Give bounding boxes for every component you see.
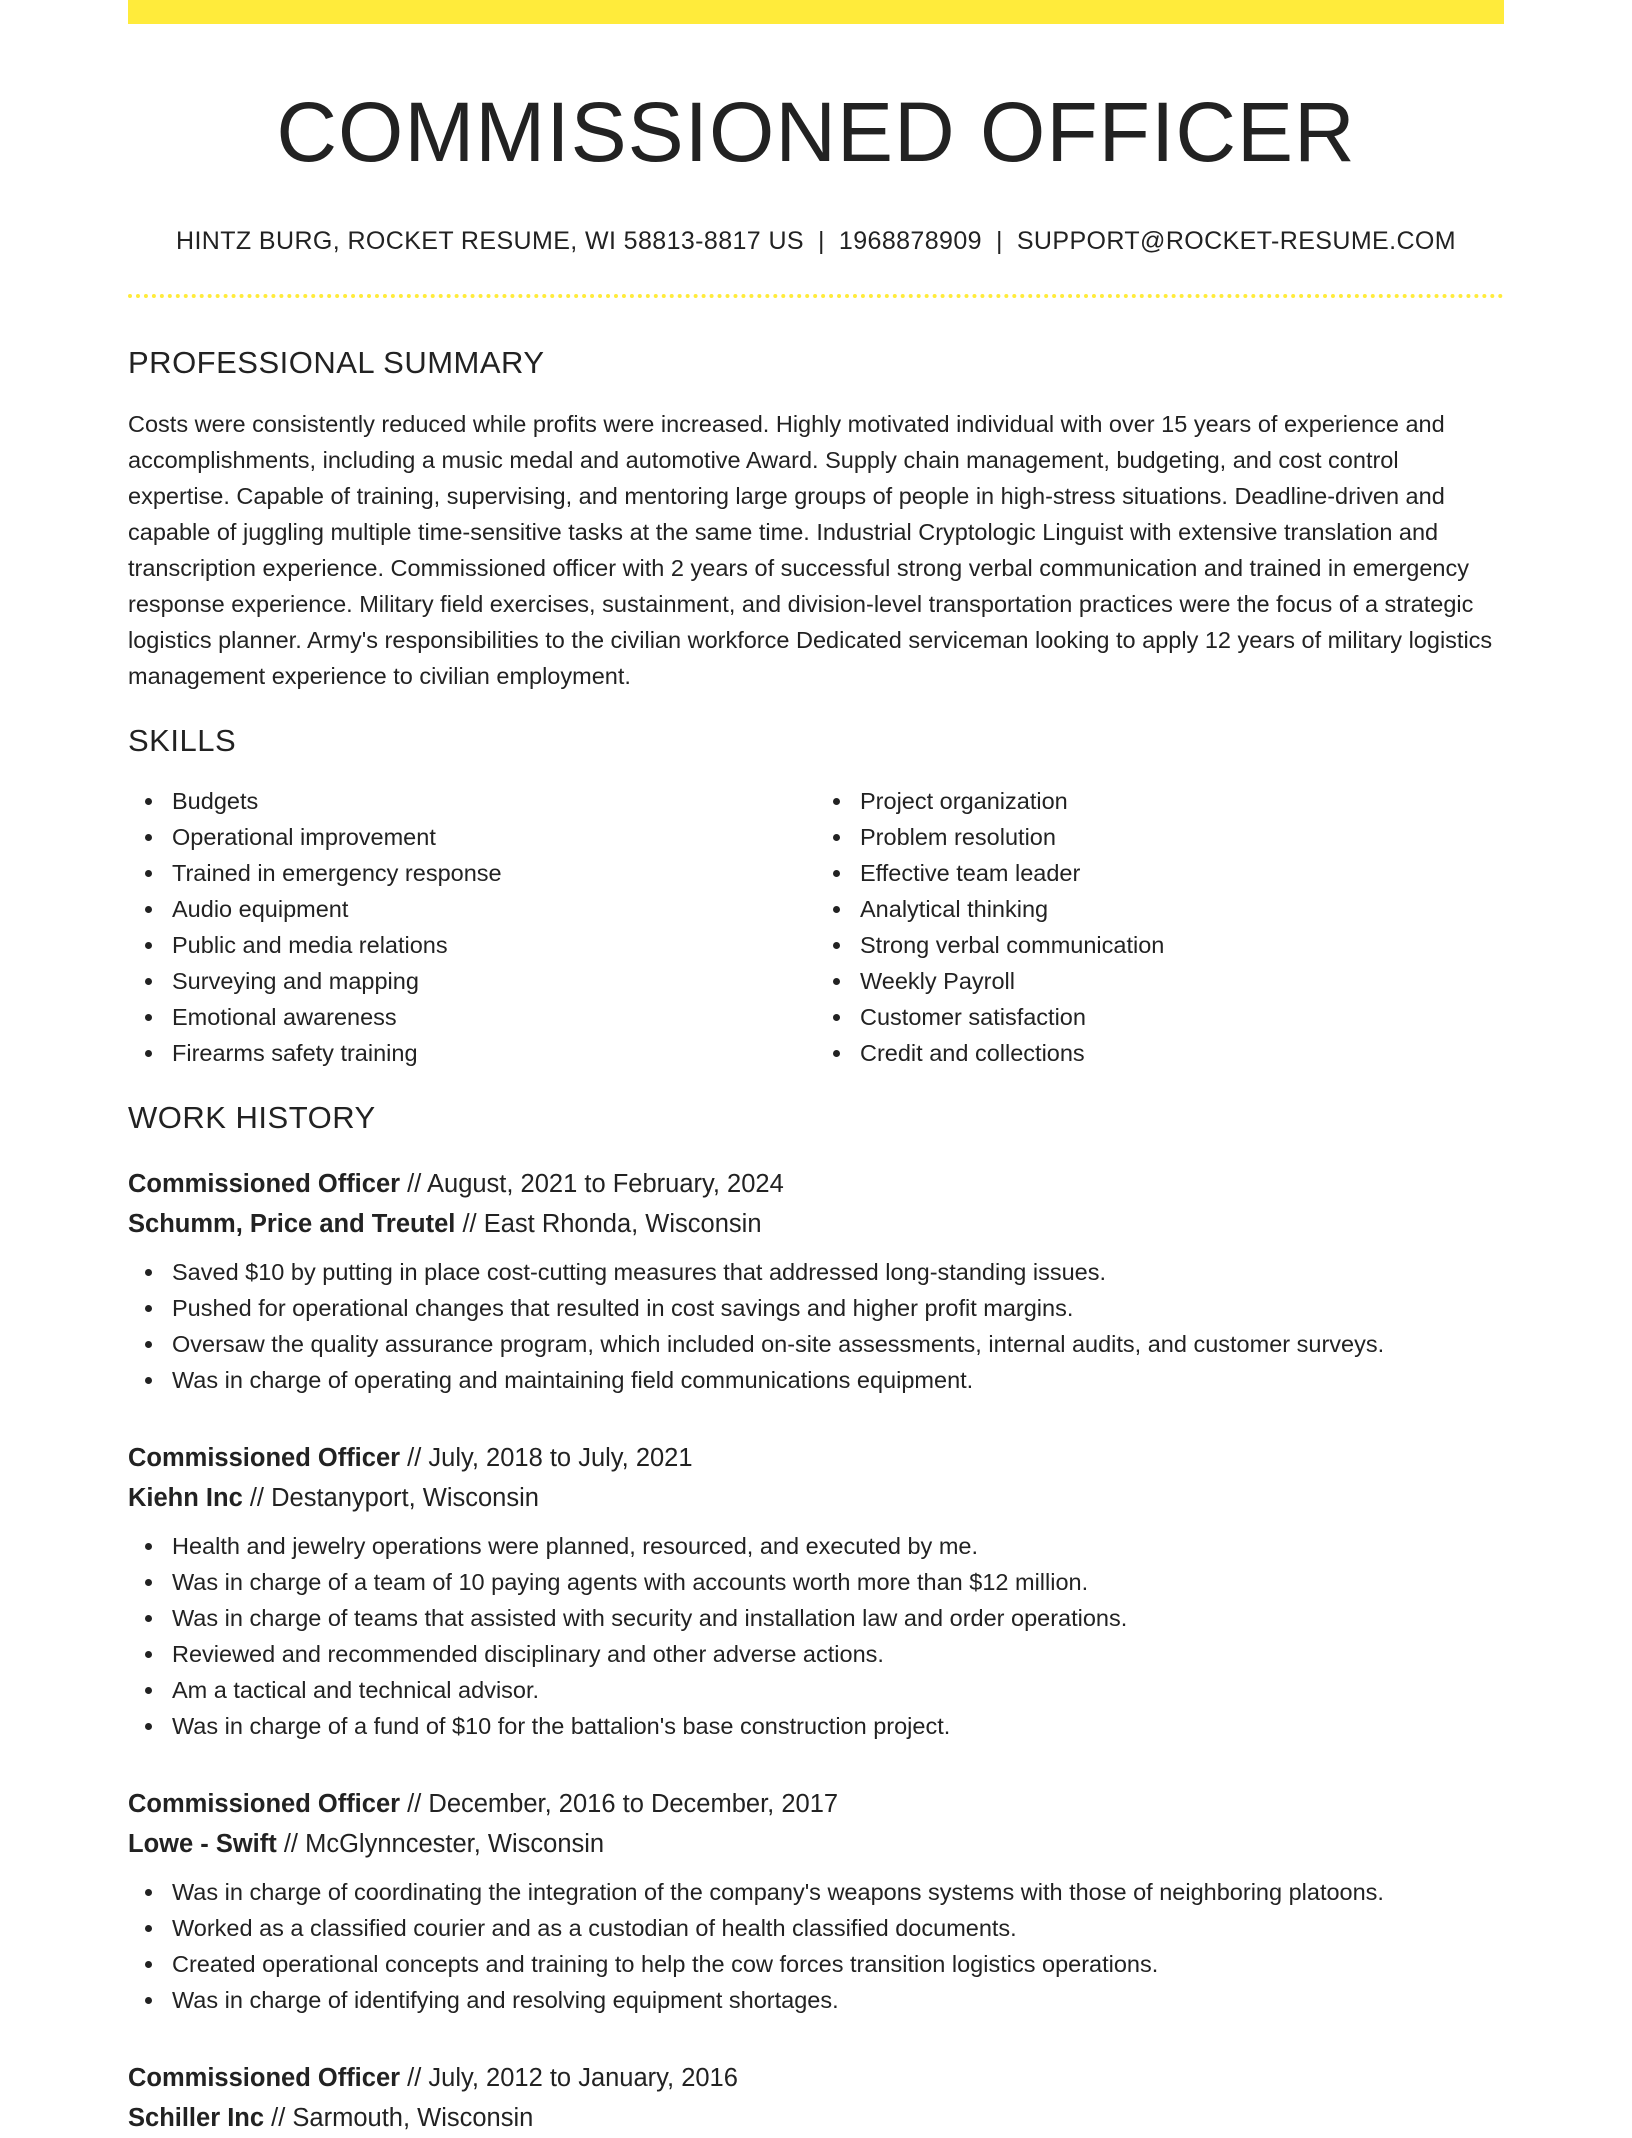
job-bullet: Worked as a classified courier and as a custodian of health classified documents. — [172, 1910, 1504, 1946]
skill-item: Surveying and mapping — [172, 963, 816, 999]
contact-email: SUPPORT@ROCKET-RESUME.COM — [1016, 226, 1456, 255]
job-separator: // — [455, 1210, 484, 1239]
job-company-line — [128, 1824, 1504, 1864]
job-entry — [128, 2058, 1504, 2138]
job-bullet: Was in charge of identifying and resolving equipment shortages. — [172, 1982, 1504, 2018]
summary-text: Costs were consistently reduced while profits were increased. Highly motivated individual with over 15 years of experience and accomplishments, including a music medal and automotive Award. Supply chain management, budgeting, and cost control expertise. Capable of training, supervising, and mentoring large groups of people in high-stress situations. Deadline-driven and capable of juggling multiple time-sensitive tasks at the same time. Industrial Cryptologic Linguist with extensive translation and transcription experience. Commissioned officer with 2 years of successful strong verbal communication and trained in emergency response experience. Military field exercises, sustainment, and division-level transportation practices were the focus of a strategic logistics planner. Army's responsibilities to the civilian workforce Dedicated serviceman looking to apply 12 years of military logistics management experience to civilian employment. — [128, 410, 1493, 689]
skills-column-right — [816, 783, 1504, 1071]
resume-page — [128, 0, 1504, 2138]
skills-column-left — [128, 783, 816, 1071]
job-bullets — [128, 1874, 1504, 2018]
job-separator: // — [400, 2064, 429, 2093]
job-location: Destanyport, Wisconsin — [271, 1484, 539, 1513]
skill-item: Trained in emergency response — [172, 855, 816, 891]
contact-address: HINTZ BURG, ROCKET RESUME, WI 58813-8817 US — [175, 226, 804, 255]
work-history-heading: WORK HISTORY — [128, 1100, 376, 1136]
job-bullets — [128, 1254, 1504, 1398]
skill-item: Weekly Payroll — [860, 963, 1504, 999]
contact-line — [128, 227, 1504, 256]
job-company-line — [128, 1204, 1504, 1244]
job-title-line — [128, 1164, 1504, 1204]
header-accent-bar — [128, 0, 1504, 24]
job-dates: July, 2012 to January, 2016 — [428, 2064, 738, 2093]
job-title-line — [128, 2058, 1504, 2098]
job-bullet: Reviewed and recommended disciplinary and other adverse actions. — [172, 1636, 1504, 1672]
job-separator: // — [400, 1790, 429, 1819]
skill-item: Strong verbal communication — [860, 927, 1504, 963]
job-company: Schiller Inc — [128, 2104, 265, 2133]
skill-item: Firearms safety training — [172, 1035, 816, 1071]
job-role: Commissioned Officer — [128, 1170, 401, 1199]
job-bullet: Oversaw the quality assurance program, which included on-site assessments, internal audits, and customer surveys. — [172, 1326, 1504, 1362]
skill-item: Operational improvement — [172, 819, 816, 855]
skills-heading: SKILLS — [128, 722, 237, 758]
job-bullet: Saved $10 by putting in place cost-cutting measures that addressed long-standing issues. — [172, 1254, 1504, 1290]
job-separator: // — [276, 1830, 306, 1859]
job-entry — [128, 1164, 1504, 1398]
contact-separator: | — [995, 226, 1003, 255]
skill-item: Credit and collections — [860, 1035, 1504, 1071]
job-company-line — [128, 2098, 1504, 2138]
job-separator: // — [264, 2104, 293, 2133]
skill-item: Problem resolution — [860, 819, 1504, 855]
job-bullet: Was in charge of a team of 10 paying agents with accounts worth more than $12 million. — [172, 1564, 1504, 1600]
job-entry — [128, 1438, 1504, 1744]
contact-phone: 1968878909 — [838, 226, 982, 255]
job-separator: // — [400, 1444, 429, 1473]
job-separator: // — [400, 1170, 427, 1199]
job-bullets — [128, 1528, 1504, 1744]
job-company-line — [128, 1478, 1504, 1518]
summary-heading: PROFESSIONAL SUMMARY — [128, 344, 545, 380]
job-title-line — [128, 1784, 1504, 1824]
job-bullet: Created operational concepts and training to help the cow forces transition logistics operations. — [172, 1946, 1504, 1982]
job-role: Commissioned Officer — [128, 2064, 401, 2093]
skills-list — [128, 783, 1504, 1071]
job-location: McGlynncester, Wisconsin — [305, 1830, 605, 1859]
skill-item: Customer satisfaction — [860, 999, 1504, 1035]
skill-item: Emotional awareness — [172, 999, 816, 1035]
job-title-line — [128, 1438, 1504, 1478]
header-divider — [128, 294, 1504, 298]
job-company: Lowe - Swift — [128, 1830, 277, 1859]
job-bullet: Am a tactical and technical advisor. — [172, 1672, 1504, 1708]
job-bullet: Was in charge of operating and maintaining field communications equipment. — [172, 1362, 1504, 1398]
job-location: East Rhonda, Wisconsin — [483, 1210, 762, 1239]
job-role: Commissioned Officer — [128, 1444, 401, 1473]
job-company: Kiehn Inc — [128, 1484, 243, 1513]
job-separator: // — [242, 1484, 272, 1513]
skill-item: Analytical thinking — [860, 891, 1504, 927]
job-bullet: Health and jewelry operations were planned, resourced, and executed by me. — [172, 1528, 1504, 1564]
job-dates: December, 2016 to December, 2017 — [428, 1790, 839, 1819]
skill-item: Audio equipment — [172, 891, 816, 927]
job-role: Commissioned Officer — [128, 1790, 401, 1819]
job-bullet: Pushed for operational changes that resulted in cost savings and higher profit margins. — [172, 1290, 1504, 1326]
skill-item: Effective team leader — [860, 855, 1504, 891]
job-bullet: Was in charge of teams that assisted with security and installation law and order operations. — [172, 1600, 1504, 1636]
contact-separator: | — [818, 226, 825, 255]
skill-item: Public and media relations — [172, 927, 816, 963]
job-dates: July, 2018 to July, 2021 — [428, 1444, 693, 1473]
job-entry — [128, 1784, 1504, 2018]
skill-item: Project organization — [860, 783, 1504, 819]
resume-name: COMMISSIONED OFFICER — [276, 85, 1356, 179]
skill-item: Budgets — [172, 783, 816, 819]
job-location: Sarmouth, Wisconsin — [292, 2104, 534, 2133]
job-bullet: Was in charge of coordinating the integration of the company's weapons systems with those of neighboring platoons. — [172, 1874, 1504, 1910]
job-bullet: Was in charge of a fund of $10 for the battalion's base construction project. — [172, 1708, 1504, 1744]
job-dates: August, 2021 to February, 2024 — [427, 1170, 784, 1199]
job-company: Schumm, Price and Treutel — [128, 1210, 456, 1239]
